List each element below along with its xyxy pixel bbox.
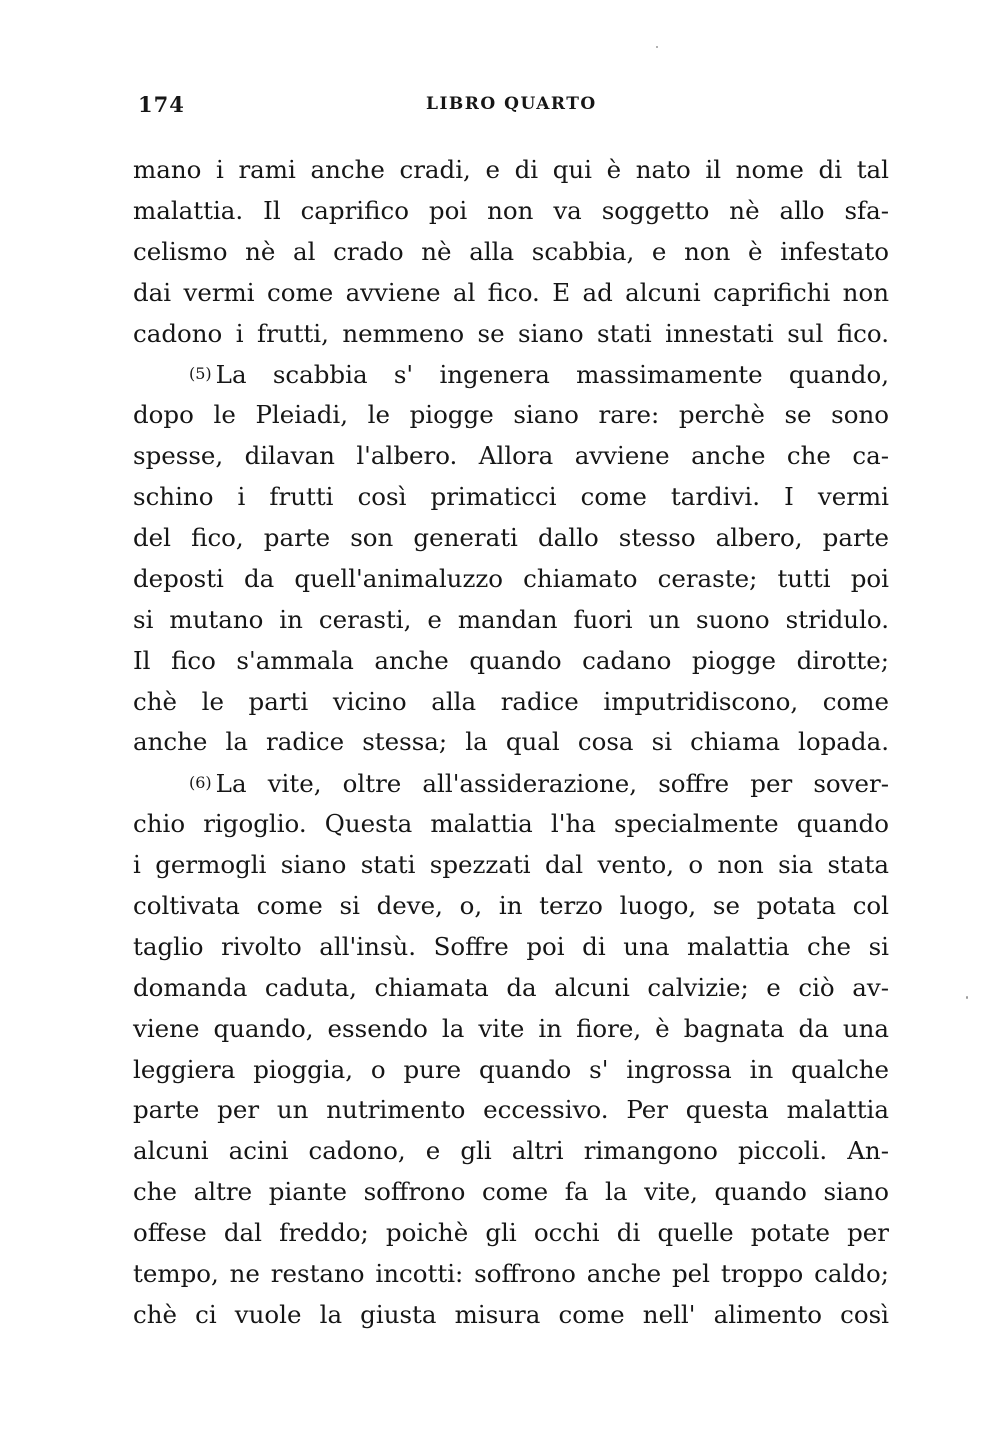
paragraph bbox=[133, 150, 889, 354]
note-marker: (6) bbox=[189, 773, 212, 793]
text-line: malattia. Il caprifico poi non va soggetto nè allo sfa- bbox=[133, 195, 889, 225]
text-line: alcuni acini cadono, e gli altri rimangono piccoli. An- bbox=[133, 1136, 889, 1166]
text-line: offese dal freddo; poichè gli occhi di quelle potate per bbox=[133, 1218, 889, 1248]
text-line: leggiera pioggia, o pure quando s' ingrossa in qualche bbox=[133, 1054, 889, 1084]
text-line: coltivata come si deve, o, in terzo luogo, se potata col bbox=[133, 891, 889, 921]
text-line: taglio rivolto all'insù. Soffre poi di una malattia che si bbox=[133, 931, 889, 961]
text-line: parte per un nutrimento eccessivo. Per questa malattia bbox=[133, 1095, 889, 1125]
text-line: anche la radice stessa; la qual cosa si chiama lopada. bbox=[133, 727, 889, 757]
text-line: mano i rami anche cradi, e di qui è nato il nome di tal bbox=[133, 155, 889, 184]
text-line: del fico, parte son generati dallo stesso albero, parte bbox=[133, 523, 889, 553]
text-line: viene quando, essendo la vite in fiore, è bagnata da una bbox=[133, 1013, 889, 1043]
paragraph bbox=[133, 354, 889, 763]
paper-speck bbox=[966, 996, 968, 999]
book-section-title: LIBRO QUARTO bbox=[426, 94, 597, 114]
note-marker: (5) bbox=[189, 364, 212, 384]
text-line bbox=[133, 763, 889, 804]
text-line: cadono i frutti, nemmeno se siano stati innestati sul fico. bbox=[133, 318, 889, 348]
text-line: che altre piante soffrono come fa la vite, quando siano bbox=[133, 1177, 889, 1207]
text-line: deposti da quell'animaluzzo chiamato ceraste; tutti poi bbox=[133, 563, 889, 593]
paragraph bbox=[133, 763, 889, 1335]
text-line: i germogli siano stati spezzati dal vento, o non sia stata bbox=[133, 850, 889, 880]
text-line-content: La scabbia s' ingenera massimamente quando, bbox=[215, 360, 889, 390]
text-line: chio rigoglio. Questa malattia l'ha specialmente quando bbox=[133, 809, 889, 839]
text-line bbox=[133, 354, 889, 395]
text-line: domanda caduta, chiamata da alcuni calvizie; e ciò av- bbox=[133, 972, 889, 1002]
text-line: dopo le Pleiadi, le piogge siano rare: perchè se sono bbox=[133, 400, 889, 430]
running-head bbox=[138, 92, 888, 122]
text-line: schino i frutti così primaticci come tardivi. I vermi bbox=[133, 482, 889, 512]
text-line: chè le parti vicino alla radice imputridiscono, come bbox=[133, 686, 889, 716]
text-line: spesse, dilavan l'albero. Allora avviene anche che ca- bbox=[133, 441, 889, 471]
text-line: si mutano in cerasti, e mandan fuori un suono stridulo. bbox=[133, 604, 889, 634]
text-line: dai vermi come avviene al fico. E ad alcuni caprifichi non bbox=[133, 277, 889, 307]
page-number: 174 bbox=[138, 92, 185, 117]
text-line: chè ci vuole la giusta misura come nell' alimento così bbox=[133, 1299, 889, 1329]
paper-speck bbox=[656, 46, 658, 48]
text-line: celismo nè al crado nè alla scabbia, e non è infestato bbox=[133, 236, 889, 266]
body-text bbox=[133, 150, 889, 1336]
text-line-content: La vite, oltre all'assiderazione, soffre per sover- bbox=[215, 769, 889, 799]
text-line: tempo, ne restano incotti: soffrono anche pel troppo caldo; bbox=[133, 1259, 889, 1289]
text-line: Il fico s'ammala anche quando cadano piogge dirotte; bbox=[133, 645, 889, 675]
